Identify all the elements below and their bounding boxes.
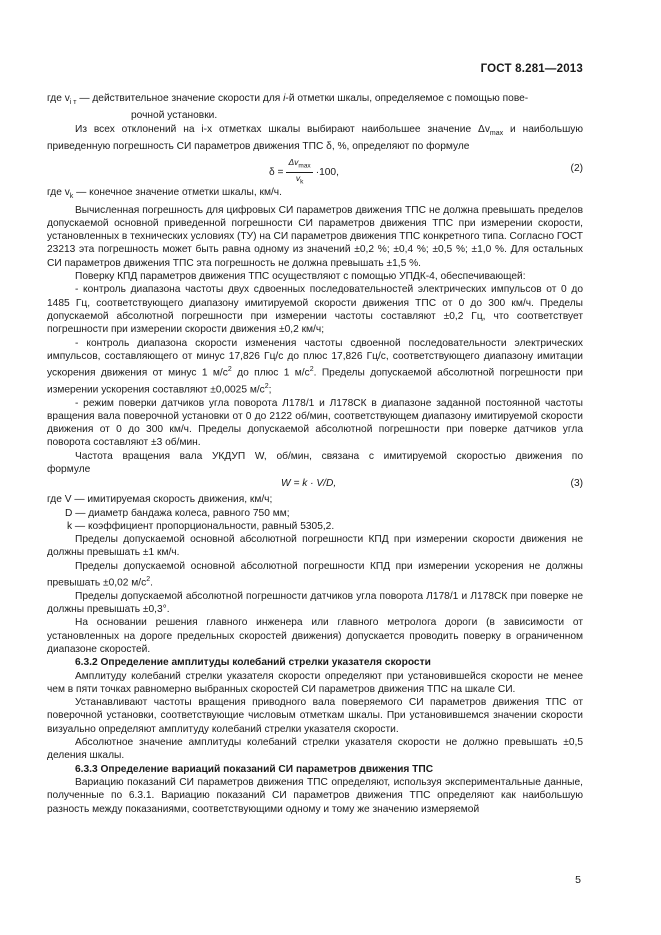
numerator-sub: max	[298, 162, 311, 170]
page-number: 5	[575, 874, 581, 886]
italic: i	[283, 93, 286, 104]
superscript: 2	[146, 576, 151, 584]
definition-k: k — коэффициент пропорциональности, равный 5305,2.	[67, 520, 335, 532]
list-item-angle-sensors: - режим поверки датчиков угла поворота Л178/1 и Л178СК в диапазоне заданной постоянной частоты вращения вала поверочной установки от 0 до 2122 об/мин, соответствующем диапазону имитируемой скорости движения от 0 до 300 км/ч. Пределы допускаемой абсолютной погрешности при поверке датчиков угла поворота составляют ±3 об/мин.	[47, 397, 583, 449]
fraction-numerator	[286, 157, 312, 173]
text: - контроль диапазона скорости изменения частоты сдвоенной последовательности электрических импульсов, составляющего от минус 17,826 Гц/с до плюс 17,826 Гц/с, соответствующего диапазону имитации ускорения движения от минус 1 м/с	[47, 337, 583, 379]
text: где v	[47, 93, 70, 104]
text: — конечное значение отметки шкалы, км/ч.	[73, 187, 282, 199]
equation-number-2: (2)	[570, 163, 583, 175]
text: — действительное значение скорости для	[76, 93, 284, 104]
denominator-sub: k	[300, 178, 304, 186]
superscript: 2	[227, 366, 232, 374]
list-item-acceleration	[47, 337, 583, 397]
text: . Пределы допускаемой абсолютной погрешности при измерении ускорения составляют ±0,0025 м/с	[47, 367, 583, 396]
superscript: 2	[264, 382, 269, 390]
text: Пределы допускаемой основной абсолютной погрешности КПД при измерении ускорения не должны превышать ±0,02 м/с	[47, 560, 583, 589]
document-body	[47, 92, 583, 816]
paragraph-vk-definition	[47, 186, 583, 203]
numerator-text: Δv	[288, 157, 299, 168]
definition-v: где V — имитируемая скорость движения, км/ч;	[47, 494, 273, 506]
paragraph-max-deviation	[47, 123, 583, 154]
paragraph-kpd-verification: Поверку КПД параметров движения ТПС осуществляют с помощью УПДК-4, обеспечивающей:	[75, 271, 526, 283]
section-heading-6-3-2: 6.3.2 Определение амплитуды колебаний стрелки указателя скорости	[75, 657, 431, 669]
paragraph-amplitude-limit: Абсолютное значение амплитуды колебаний стрелки указателя скорости не должно превышать ±0,5 деления шкалы.	[47, 737, 583, 762]
formula-left: δ =	[269, 166, 284, 178]
text: -й отметки шкалы, определяемое с помощью пове-	[285, 93, 529, 104]
paragraph-shaft-frequencies: Устанавливают частоты вращения приводного вала поверяемого СИ параметров движения ТПС от поверочной установки, соответствующие числовым отметкам шкалы. При установившемся значении скорости визуально определяют амплитуду колебаний стрелки указателя скорости.	[47, 697, 583, 735]
formula-3	[47, 477, 583, 491]
paragraph-acceleration-error-limits	[47, 560, 583, 590]
section-heading-6-3-3: 6.3.3 Определение вариаций показаний СИ параметров движения ТПС	[75, 763, 434, 775]
document-header: ГОСТ 8.281—2013	[480, 63, 583, 75]
paragraph-restricted-range: На основании решения главного инженера или главного метролога дороги (в зависимости от установленных на дороге предельных скоростей движения) допускается проводить поверку в ограниченном диапазоне скоростей.	[47, 617, 583, 655]
equation-number-3: (3)	[570, 478, 583, 490]
text: ;	[268, 384, 272, 396]
denominator-text: v	[295, 172, 301, 183]
superscript: 2	[309, 366, 314, 374]
text: .	[150, 577, 153, 589]
formula-2	[47, 154, 583, 184]
paragraph-calculated-error: Вычисленная погрешность для цифровых СИ параметров движения ТПС не должна превышать пределов допускаемой основной приведенной погрешности СИ параметров движения ТПС при измерении скорости, установленных в технических условиях (ТУ) на СИ параметров движения ТПС конкретного типа. Согласно ГОСТ 23213 эта погрешность может быть равна одному из значений ±0,2 %; ±0,4 %; ±0,5 %; ±1,0 %. Для остальных СИ параметров движения ТПС эта погрешность не должна превышать ±1,5 %.	[47, 204, 583, 269]
paragraph-vi-continuation: рочной установки.	[131, 110, 218, 122]
fraction-denominator	[294, 173, 306, 188]
paragraph-variation: Вариацию показаний СИ параметров движения ТПС определяют, используя экспериментальные данные, полученные по 6.3.1. Вариацию показаний СИ параметров движения ТПС определяют как наибольшую разность между показаниями, соответствующими одному и тому же значению измеряемой	[47, 776, 583, 815]
text: и наибольшую приведенную погрешность СИ параметров движения ТПС δ, %, определяют по формуле	[47, 123, 583, 152]
paragraph-speed-error-limits: Пределы допускаемой основной абсолютной погрешности КПД при измерении скорости движения не должны превышать ±1 км/ч.	[47, 534, 583, 559]
paragraph-shaft-rotation: Частота вращения вала УКДУП W, об/мин, связана с имитируемой скоростью движения по формуле	[47, 450, 583, 475]
text: Из всех отклонений на i-х отметках шкалы выбирают наибольшее значение Δv	[75, 123, 490, 135]
subscript: i т	[69, 99, 77, 107]
definition-d: D — диаметр бандажа колеса, равного 750 мм;	[65, 507, 290, 519]
formula-3-text: W = k · V/D,	[281, 478, 337, 490]
subscript: k	[69, 193, 74, 201]
text: до плюс 1 м/с	[231, 367, 310, 379]
text: где v	[47, 187, 70, 199]
paragraph-angle-sensor-limits: Пределы допускаемой абсолютной погрешности датчиков угла поворота Л178/1 и Л178СК при поверке не должны превышать ±0,3°.	[47, 590, 583, 616]
list-item-frequency: - контроль диапазона частоты двух сдвоенных последовательностей электрических импульсов от 0 до 1485 Гц, соответствующего диапазону имитируемой скорости движения ТПС от 0 до 300 км/ч. Пределы допускаемой абсолютной погрешности при измерении частоты составляют ±0,2 Гц, что соответствует погрешности при измерении скорости движения ±0,2 км/ч;	[47, 284, 583, 336]
formula-right: ·100,	[315, 166, 339, 178]
formula-fraction	[286, 157, 312, 187]
paragraph-needle-amplitude: Амплитуду колебаний стрелки указателя скорости определяют при установившейся скорости не менее чем в пяти точках равномерно выбранных скоростей СИ параметров движения ТПС на шкале СИ.	[47, 670, 583, 695]
subscript: max	[489, 129, 504, 137]
paragraph-vi-definition	[47, 92, 583, 109]
